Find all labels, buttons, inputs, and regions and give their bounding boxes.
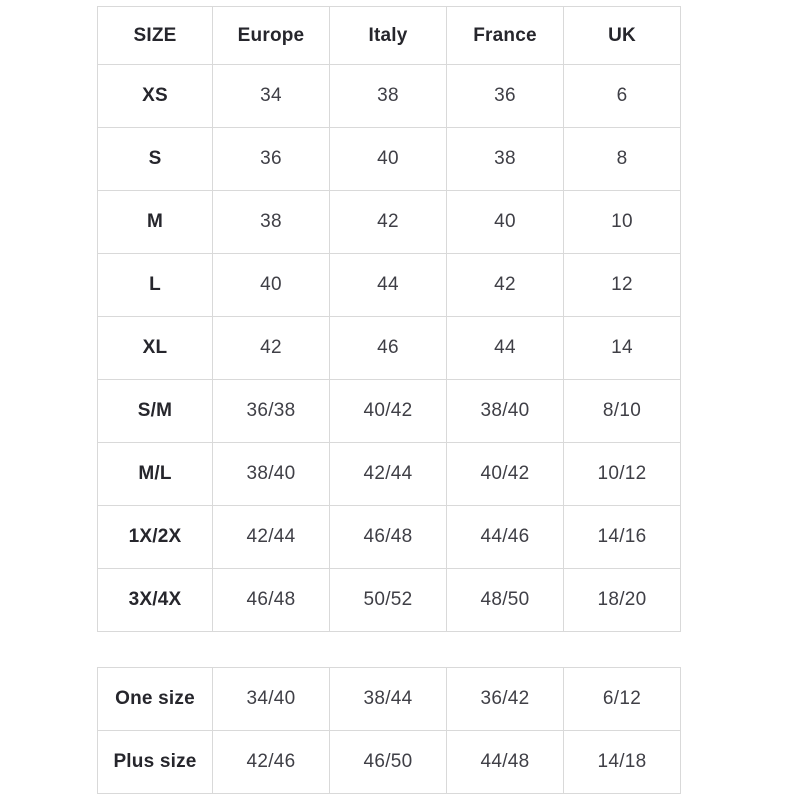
row-label: S	[98, 128, 213, 191]
table-cell: 40	[213, 254, 330, 317]
table-cell: 6	[564, 65, 681, 128]
row-label: XL	[98, 317, 213, 380]
table-row-l	[98, 254, 681, 317]
table-cell: 10	[564, 191, 681, 254]
table-gap	[97, 632, 800, 667]
table-cell: 46	[330, 317, 447, 380]
table-row-plus-size	[98, 731, 681, 794]
table-cell: 48/50	[447, 569, 564, 632]
row-label: 1X/2X	[98, 506, 213, 569]
table-cell: 44	[447, 317, 564, 380]
row-label: M	[98, 191, 213, 254]
table-cell: 18/20	[564, 569, 681, 632]
table-cell: 44	[330, 254, 447, 317]
table-cell: 14	[564, 317, 681, 380]
row-label: Plus size	[98, 731, 213, 794]
table-row-s	[98, 128, 681, 191]
size-conversion-table	[97, 6, 681, 632]
table-cell: 46/50	[330, 731, 447, 794]
header-row	[98, 7, 681, 65]
table-cell: 44/46	[447, 506, 564, 569]
one-size-plus-size-table	[97, 667, 681, 794]
table-row-xl	[98, 317, 681, 380]
column-header-europe: Europe	[213, 7, 330, 65]
table-cell: 8	[564, 128, 681, 191]
table-row-3x4x	[98, 569, 681, 632]
table-cell: 36/38	[213, 380, 330, 443]
table-cell: 12	[564, 254, 681, 317]
table-cell: 38	[447, 128, 564, 191]
table-cell: 40	[447, 191, 564, 254]
table-cell: 38/44	[330, 668, 447, 731]
column-header-italy: Italy	[330, 7, 447, 65]
row-label: M/L	[98, 443, 213, 506]
row-label: One size	[98, 668, 213, 731]
table-cell: 42	[447, 254, 564, 317]
table-cell: 50/52	[330, 569, 447, 632]
row-label: L	[98, 254, 213, 317]
table-cell: 42	[213, 317, 330, 380]
table-row-xs	[98, 65, 681, 128]
column-header-uk: UK	[564, 7, 681, 65]
table-cell: 36/42	[447, 668, 564, 731]
table-cell: 42/46	[213, 731, 330, 794]
table-cell: 46/48	[330, 506, 447, 569]
table-cell: 46/48	[213, 569, 330, 632]
table-cell: 42/44	[330, 443, 447, 506]
table-cell: 36	[447, 65, 564, 128]
table-cell: 14/16	[564, 506, 681, 569]
row-label: 3X/4X	[98, 569, 213, 632]
table-cell: 10/12	[564, 443, 681, 506]
table-cell: 36	[213, 128, 330, 191]
table-row-sm	[98, 380, 681, 443]
table-cell: 6/12	[564, 668, 681, 731]
table-cell: 8/10	[564, 380, 681, 443]
table-row-1x2x	[98, 506, 681, 569]
column-header-france: France	[447, 7, 564, 65]
table-row-one-size	[98, 668, 681, 731]
table-cell: 38/40	[447, 380, 564, 443]
table-cell: 14/18	[564, 731, 681, 794]
table-cell: 40	[330, 128, 447, 191]
table-cell: 34/40	[213, 668, 330, 731]
table-cell: 40/42	[330, 380, 447, 443]
table-cell: 42	[330, 191, 447, 254]
table-cell: 34	[213, 65, 330, 128]
table-row-m	[98, 191, 681, 254]
table-cell: 44/48	[447, 731, 564, 794]
row-label: S/M	[98, 380, 213, 443]
table-row-ml	[98, 443, 681, 506]
table-cell: 42/44	[213, 506, 330, 569]
table-cell: 38/40	[213, 443, 330, 506]
table-cell: 38	[213, 191, 330, 254]
table-cell: 38	[330, 65, 447, 128]
table-cell: 40/42	[447, 443, 564, 506]
row-label: XS	[98, 65, 213, 128]
column-header-size: SIZE	[98, 7, 213, 65]
